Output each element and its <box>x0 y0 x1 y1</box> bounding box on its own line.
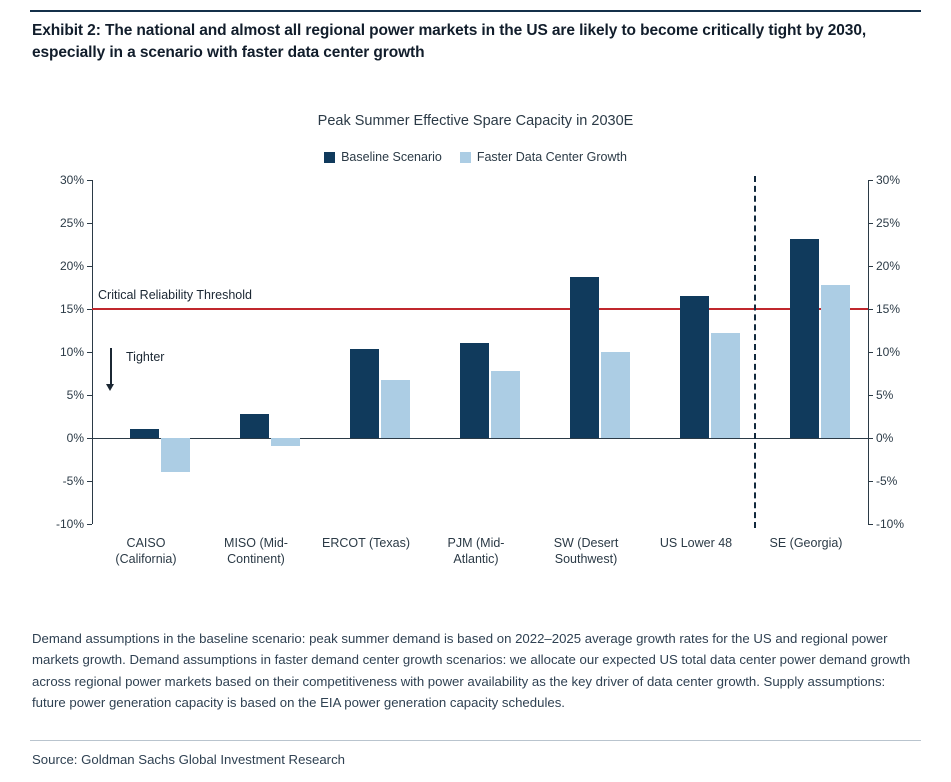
bar-baseline-caiso <box>130 429 159 439</box>
tighter-annotation-label: Tighter <box>126 350 165 364</box>
tick-mark-right <box>868 266 873 267</box>
tighter-annotation <box>102 348 222 396</box>
bar-faster-pjm <box>491 371 520 438</box>
y-tick-right-neg5: -5% <box>876 474 898 488</box>
x-axis-label-line: Atlantic) <box>453 551 499 566</box>
tick-mark-right <box>868 180 873 181</box>
tick-mark-left <box>87 180 92 181</box>
tick-mark-right <box>868 223 873 224</box>
chart-legend <box>0 150 951 164</box>
y-tick-right-neg10: -10% <box>876 517 905 531</box>
y-tick-left-5: 5% <box>66 388 84 402</box>
tick-mark-left <box>87 481 92 482</box>
tick-mark-right <box>868 481 873 482</box>
tick-mark-left <box>87 524 92 525</box>
legend-swatch-baseline <box>324 152 335 163</box>
tighter-arrow-head-icon <box>106 384 114 391</box>
x-axis-label-pjm <box>416 536 536 567</box>
y-tick-right-30: 30% <box>876 173 901 187</box>
x-axis-label-line: SW (Desert <box>553 536 619 550</box>
tick-mark-right <box>868 395 873 396</box>
bar-faster-us-lower-48 <box>711 333 740 438</box>
bar-baseline-pjm <box>460 343 489 439</box>
x-axis-label-us-lower-48 <box>636 536 756 552</box>
x-axis-label-line: SE (Georgia) <box>769 536 843 550</box>
bar-faster-ercot <box>381 380 410 438</box>
y-tick-right-20: 20% <box>876 259 901 273</box>
bar-faster-se-georgia <box>821 285 850 438</box>
tighter-arrow-shaft <box>110 348 112 386</box>
bar-faster-caiso <box>161 438 190 472</box>
zero-baseline <box>92 438 868 439</box>
tick-mark-right <box>868 352 873 353</box>
bar-baseline-ercot <box>350 349 379 438</box>
bars-container <box>92 180 868 566</box>
x-axis-label-ercot <box>306 536 426 552</box>
x-axis-label-line: ERCOT (Texas) <box>322 536 410 550</box>
y-tick-right-25: 25% <box>876 216 901 230</box>
tick-mark-left <box>87 223 92 224</box>
y-axis-left-labels <box>40 173 84 531</box>
source-divider <box>30 740 921 741</box>
bar-faster-miso <box>271 438 300 446</box>
y-tick-right-5: 5% <box>876 388 894 402</box>
y-tick-right-0: 0% <box>876 431 894 445</box>
bar-baseline-miso <box>240 414 269 438</box>
y-tick-left-15: 15% <box>59 302 84 316</box>
legend-item-baseline <box>324 150 442 164</box>
bar-baseline-us-lower-48 <box>680 296 709 438</box>
chart-plot-area <box>0 172 951 572</box>
source-text: Source: Goldman Sachs Global Investment Research <box>32 752 345 767</box>
y-tick-left-25: 25% <box>59 216 84 230</box>
chart-title: Peak Summer Effective Spare Capacity in 2030E <box>317 113 634 129</box>
legend-label-faster: Faster Data Center Growth <box>476 150 627 164</box>
region-divider <box>754 176 756 528</box>
x-axis-label-line: (California) <box>115 551 177 566</box>
y-tick-left-neg10: -10% <box>55 517 84 531</box>
legend-swatch-faster <box>460 152 471 163</box>
footnote-text: Demand assumptions in the baseline scenario: peak summer demand is based on 2022–2025 average growth rates for the US and regional power markets growth. Demand assumptions in faster demand center growth scenarios: we allocate our expected US total data center power demand growth across regional power markets based on their competitiveness with power availability as the key driver of data center growth. Supply assumptions: future power generation capacity is based on the EIA power generation capacity schedules. <box>32 631 911 711</box>
x-axis-label-line: US Lower 48 <box>659 536 733 550</box>
tick-mark-right <box>868 438 873 439</box>
bar-baseline-sw <box>570 277 599 438</box>
y-tick-right-10: 10% <box>876 345 901 359</box>
y-axis-right-labels <box>876 173 924 531</box>
page-title: Exhibit 2: The national and almost all regional power markets in the US are likely to become critically tight by 2030, especially in a scenario with faster data center growth <box>32 22 867 62</box>
x-axis-label-line: MISO (Mid- <box>224 536 288 550</box>
x-axis-label-line: CAISO <box>126 536 166 550</box>
x-axis-label-line: Continent) <box>227 551 285 566</box>
legend-item-faster <box>460 150 627 164</box>
y-tick-left-30: 30% <box>59 173 84 187</box>
tick-mark-left <box>87 395 92 396</box>
x-axis-label-line: PJM (Mid- <box>447 536 505 550</box>
y-tick-left-neg5: -5% <box>62 474 84 488</box>
tick-mark-right <box>868 309 873 310</box>
x-axis-label-se-georgia <box>746 536 866 552</box>
legend-label-baseline: Baseline Scenario <box>341 150 442 164</box>
bar-faster-sw <box>601 352 630 438</box>
x-axis-label-line: Southwest) <box>554 551 618 566</box>
x-axis-label-sw <box>526 536 646 567</box>
critical-reliability-threshold-line <box>92 308 868 310</box>
tick-mark-right <box>868 524 873 525</box>
tick-mark-left <box>87 266 92 267</box>
y-tick-right-15: 15% <box>876 302 901 316</box>
y-tick-left-0: 0% <box>66 431 84 445</box>
x-axis-label-caiso <box>86 536 206 567</box>
x-axis-label-miso <box>196 536 316 567</box>
bar-baseline-se-georgia <box>790 239 819 439</box>
y-tick-left-10: 10% <box>59 345 84 359</box>
y-tick-left-20: 20% <box>59 259 84 273</box>
header-divider <box>30 10 921 12</box>
tick-mark-left <box>87 352 92 353</box>
critical-reliability-threshold-label: Critical Reliability Threshold <box>98 288 252 302</box>
